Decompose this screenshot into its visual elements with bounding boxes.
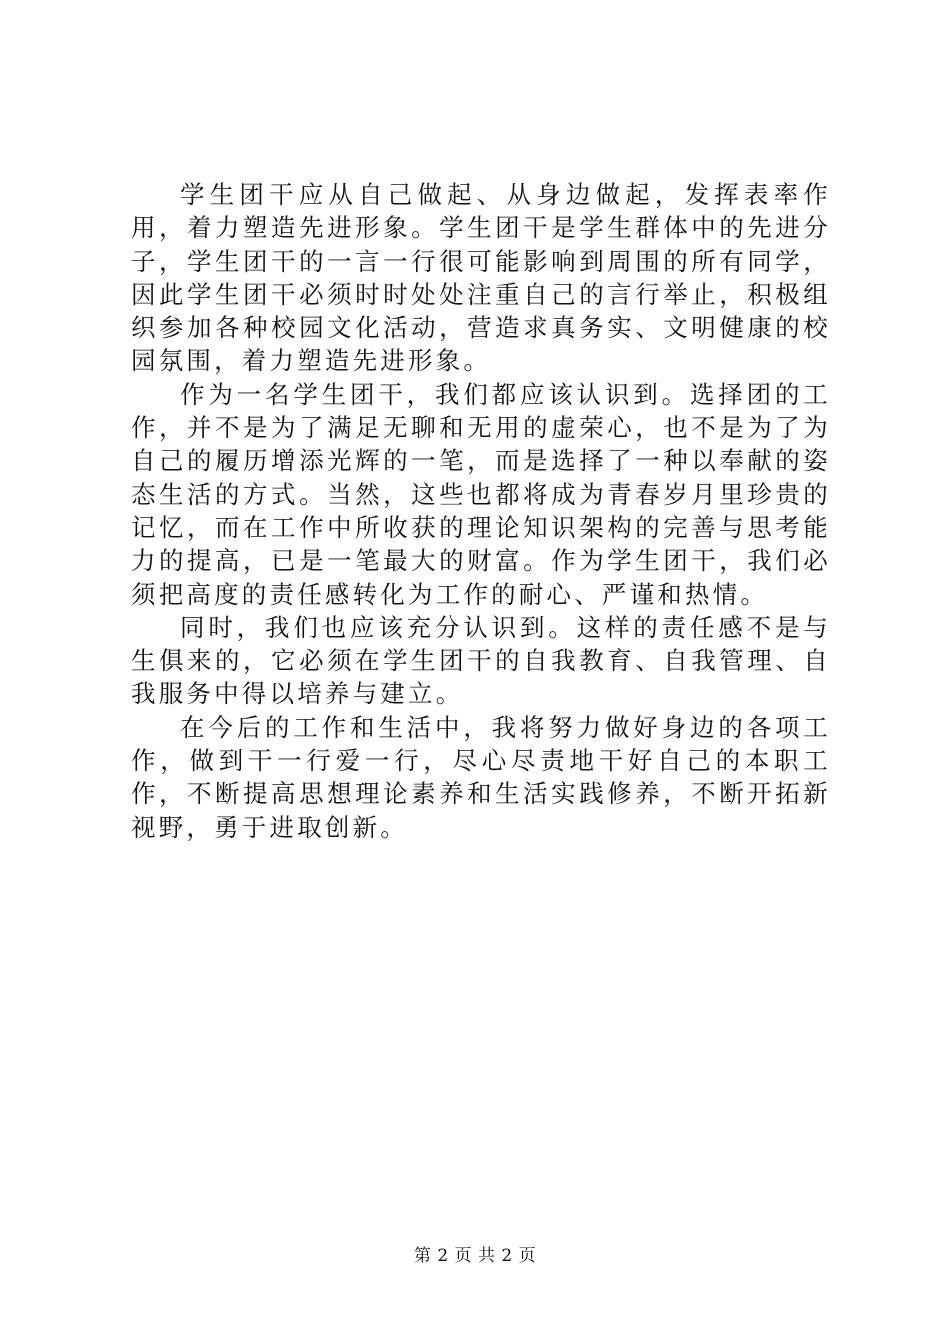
page-number: 第 2 页 共 2 页	[413, 1246, 537, 1266]
paragraph: 在今后的工作和生活中，我将努力做好身边的各项工作，做到干一行爱一行，尽心尽责地干好自己的本职工作，不断提高思想理论素养和生活实践修养，不断开拓新视野，勇于进取创新。	[131, 712, 831, 842]
paragraph: 学生团干应从自己做起、从身边做起，发挥表率作用，着力塑造先进形象。学生团干是学生群体中的先进分子，学生团干的一言一行很可能影响到周围的所有同学，因此学生团干必须时时处处注重自己的言行举止，积极组织参加各种校园文化活动，营造求真务实、文明健康的校园氛围，着力塑造先进形象。	[131, 180, 831, 376]
document-body	[131, 178, 831, 844]
paragraph: 作为一名学生团干，我们都应该认识到。选择团的工作，并不是为了满足无聊和无用的虚荣心，也不是为了为自己的履历增添光辉的一笔，而是选择了一种以奉献的姿态生活的方式。当然，这些也都将成为青春岁月里珍贵的记忆，而在工作中所收获的理论知识架构的完善与思考能力的提高，已是一笔最大的财富。作为学生团干，我们必须把高度的责任感转化为工作的耐心、严谨和热情。	[131, 379, 831, 609]
paragraph: 同时，我们也应该充分认识到。这样的责任感不是与生俱来的，它必须在学生团干的自我教育、自我管理、自我服务中得以培养与建立。	[131, 612, 831, 709]
page-footer	[0, 1241, 950, 1266]
